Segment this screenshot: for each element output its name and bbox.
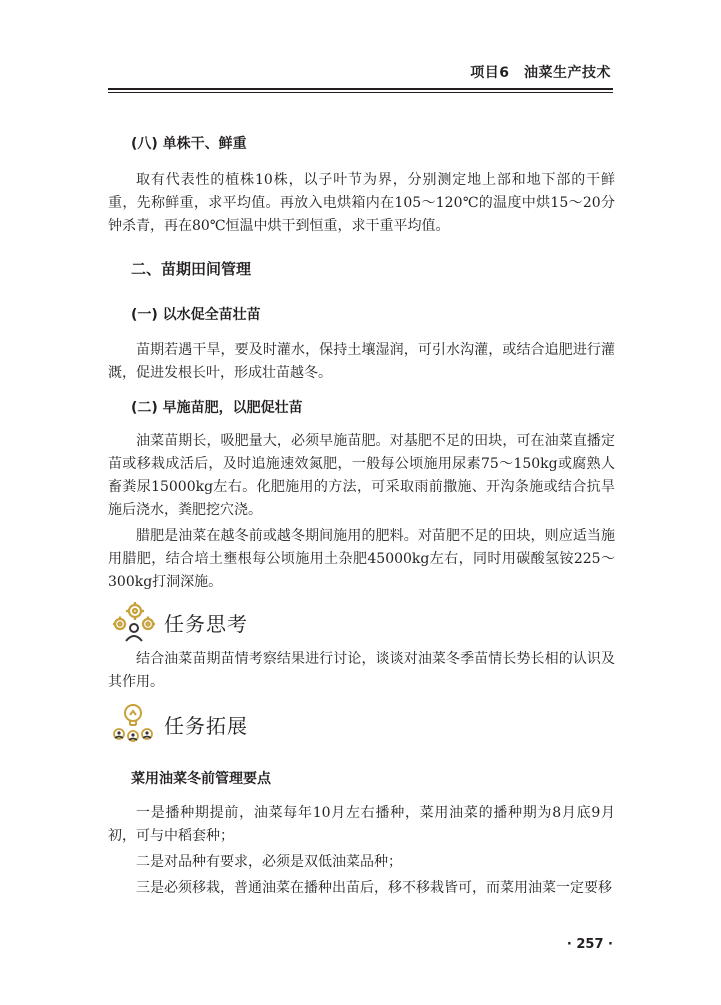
gears-person-icon xyxy=(108,600,158,644)
subsection-2-paragraph-2: 腊肥是油菜在越冬前或越冬期间施用的肥料。对苗肥不足的田块，则应适当施用腊肥，结合培土壅根每公顷施用土杂肥45000kg左右，同时用碳酸氢铵225～300kg打洞深施。 xyxy=(108,528,615,590)
page-body xyxy=(108,108,615,900)
task-expand-title: 任务拓展 xyxy=(164,713,248,738)
page-number: · 257 · xyxy=(566,937,613,952)
section-8-heading: (八) 单株干、鲜重 xyxy=(131,136,247,152)
task-expand-paragraph-1: 一是播种期提前，油菜每年10月左右播种，菜用油菜的播种期为8月底9月初，可与中稻套种； xyxy=(108,805,615,844)
task-expand-subtitle: 菜用油菜冬前管理要点 xyxy=(131,771,271,787)
task-expand-paragraph-2: 二是对品种有要求，必须是双低油菜品种； xyxy=(136,854,402,870)
header-rule xyxy=(108,88,613,90)
header-rule-thin xyxy=(108,92,613,93)
task-think-title: 任务思考 xyxy=(164,611,248,636)
task-expand-heading xyxy=(108,702,615,746)
section-2-heading: 二、苗期田间管理 xyxy=(131,260,252,278)
subsection-1-paragraph: 苗期若遇干旱，要及时灌水，保持土壤湿润，可引水沟灌，或结合追肥进行灌溉，促进发根长叶，形成壮苗越冬。 xyxy=(108,342,615,381)
subsection-2-heading: (二) 早施苗肥，以肥促壮苗 xyxy=(131,400,303,416)
running-header: 项目6 油菜生产技术 xyxy=(470,65,611,81)
task-expand-paragraph-3: 三是必须移栽，普通油菜在播种出苗后，移不移栽皆可，而菜用油菜一定要移 xyxy=(136,880,612,896)
task-think-heading xyxy=(108,600,615,644)
task-think-paragraph: 结合油菜苗期苗情考察结果进行讨论，谈谈对油菜冬季苗情长势长相的认识及其作用。 xyxy=(108,651,615,690)
section-8-paragraph: 取有代表性的植株10株，以子叶节为界，分别测定地上部和地下部的干鲜重，先称鲜重，求平均值。再放入电烘箱内在105～120℃的温度中烘15～20分钟杀青，再在80℃恒温中烘干到恒重，求干重平均值。 xyxy=(108,172,615,234)
subsection-2-paragraph-1: 油菜苗期长，吸肥量大，必须早施苗肥。对基肥不足的田块，可在油菜直播定苗或移栽成活后，及时追施速效氮肥，一般每公顷施用尿素75～150kg或腐熟人畜粪尿15000kg左右。化肥施用的方法，可采取雨前撒施、开沟条施或结合抗旱施后浇水，粪肥挖穴浇。 xyxy=(108,433,615,518)
lightbulb-group-icon xyxy=(108,702,158,746)
subsection-1-heading: (一) 以水促全苗壮苗 xyxy=(131,307,261,323)
